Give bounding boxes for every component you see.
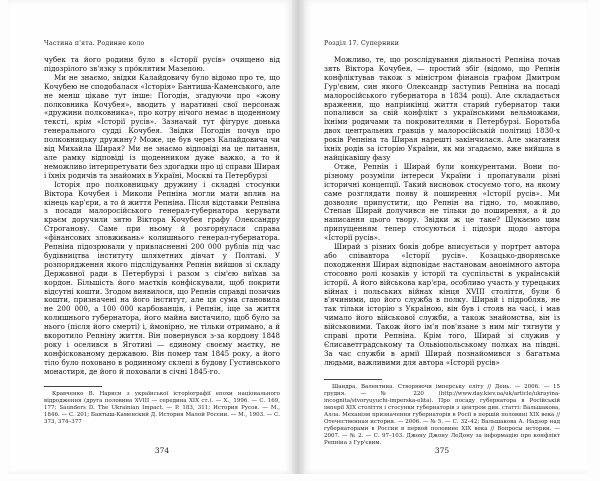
left-running-head: Частина п'ята. Родинне коло xyxy=(44,40,145,47)
paragraph: Історія про полковницьку дружину і складні стосунки Віктора Кочубея і Миколи Репніна могли мати вплив на кінець кар'єри, а то й життя Репніна. Після відставки Репніна з посади малоросійського генерал-губернатора керувати краєм доручили зятю Віктора Кочубея графу Олександру Строганову. Саме при ньому й розгорнулася справа «фінансових зловживань» колишнього генерал-губернатора. Репніна підозрювали у привласненні 200 000 рублів під час будівництва інституту шляхетних дівчат у Полтаві. У розпорядження якого підслідування Репнін вийшов зі складу Державної ради в Петербурзі і разом з сім'єю виїхав за кордон. Більшість його маєтків конфіскували, щоб покрити відсутні кошти. Згодом виявилося, що Репнін справді позичив кошти, призначені на його інститут, але ця сума становила не 200 000, а 100 000 карбованців, і Репнін, іще за життя колишнього губернатора, його майна вистачило, щоб було за нього (після його смерті) і, ймовірно, не тільки отримано, а й вкоротило Репніну життя. Він повернувся з-за кордону 1848 року і оселився в Яготині — єдиному своєму маєтку, не конфіскованому державою. Він помер там 1845 року, а його тіло було поховано в родинному склепі в будову Густинського монастиря, де його й поховали в січні 1845-го. xyxy=(44,179,280,376)
right-page-number: 375 xyxy=(434,446,450,455)
paragraph: Можливо, те, що розслідування діяльності Репніна почав зять Віктора Кочубея, — простий збіг (відомо, що Репнін конфліктував також з міністром фінансів графом Дмитром Гур'євим, син якого Олександр заступив Репніна на посаді малоросійського губернатора в 1834 році). Але складається враження, що напріикінці життя старий губернатор таки попалився за свій конфлікт з українськими вельможами, їхніми родичами та покровителями в Петербурзі. Боротьба двох центральних гравців у малоросійській політиці 1830-х років Репніна та Ширая нарешті закінчилася. Але змагання їхніх родів за історію України, як ми згадаємо, вже вийшла в найцікавішу фазу xyxy=(324,55,560,162)
right-running-head: Розділ 17. Суперники xyxy=(324,40,400,47)
left-page-number: 374 xyxy=(154,446,170,455)
left-page xyxy=(8,0,292,474)
right-footnotes xyxy=(324,379,560,447)
footnote-rule xyxy=(44,386,102,387)
paragraph: Отже, Репнін і Ширай були конкурентами. Вони по-різному розуміли інтереси України і пропагували різні історичні концепції. Такий висновок стосуємо того, на якому саме розглядати появу й поширення «Історії русів». Ми дозволяє припустити, що Репнін на гідно, то, можливо, Степан Ширай долучився не тільки до поширення, а й до написання цього твору. Звідки ж це таке? Шукаємо цим припущенням тепер стосуються і підозри щодо автора «Історії русів». xyxy=(324,161,560,243)
book-gutter xyxy=(292,0,304,474)
paragraph: Ми не знаємо, звідки Калайдовичу було відомо про те, що Кочубею не сподобалася «Історія» Бантиша-Каменського, але не менш цікаве тут інше: Погодін, згадуючи про «жону полковника Кочубея», вводить у наративні свої персонаж «дружини полковника», про котру нічого немає в щоденному тексті, крім «Історії русів». Зазначай тут фігурує донька генерального судді Кочубея. Звідки Погодін почув про полковницьку дружину? Може, це був через Калайдовича чи від Михайла Ширая? Ми не знаємо відповіді на це питання, але рамку відповіді із щоденником дуже важко, а то й неможливо інтерпретувати без здогадки про ці справи Ширая і їхніх родичів та знайомих в Україні, Москві та Петербурзі xyxy=(44,72,280,180)
left-page-body xyxy=(44,56,280,377)
paragraph: Ширай з різних боків добре вписується у портрет автора або співавтора «Історії русів». Козацько-дворянське походження Ширая відповідає настановам анонімного автора стосовно ролі козаків у історії та суспільстві в українській історії. А його військова кар'єра, особливо участь у турецьких війнах і польських війнах кінця XVIII століття, були б в'ячиними, що його служба в полку. Ширай і підробляв, не так тільки історію з Україною, він був і стояв на часі, і мав чимало його військової служби, а також знайомства, він із військовими. Також його ім'я пов'язане з ним міг тягнути у справі проти Репніна. Крім того, Ширай зі служив у Єлисаветградському та Ольвіопольському полках на півдні. За час служби в армії Ширай познайомився з багатьма людьми, важливими для автора «Історії русів» xyxy=(324,242,560,367)
footnote-rule xyxy=(324,379,382,380)
left-footnotes xyxy=(44,386,280,426)
footnote: Кравченко В. Нариси з української історіографії епохи національного відродження (друга половина XVIII — середина XIX ст.). — Х., 1996. — С. 169, 177; Saunders D. The Ukrainian Impact. — P. 183, 311; История Русов. — М., 1846. — С. 201; Бантыш-Каменский Д. История Малой России. — М., 1903. — С. 373, 374–377 xyxy=(44,391,280,425)
right-page-body xyxy=(324,56,560,368)
footnote: Шандра, Валентина. Створюючи імперську еліту // День. — 2006. — 15 грудня. — № 220 (http://www.day.kiev.ua/uk/article/ukrayina-incognita/stvoryuyuchi-imperska-elita). Про посаду губернатора в Російській імперії XIX століття і стосунки губернаторів з центром див. статті: Вальшакова, Алла. Механізм призначення губернаторів в Росії в першій половині XIX века // Отечественная история. — 2006. — № 5. — С. 32–42; Вальшакова А. Надзор над губернаторами в России в первой половине XIX века // Вопросы истории. — 2007. — № 2. — С. 97–103. Джону Джону ЛеДону за інформацію про конфлікт Репніна з Гур'євим. xyxy=(324,384,560,446)
paragraph: чубек та його родини було в «Історії русів» очищено від підозрілого зв'язку з прóклятим Мазепою. xyxy=(44,55,280,73)
right-page xyxy=(304,0,588,474)
